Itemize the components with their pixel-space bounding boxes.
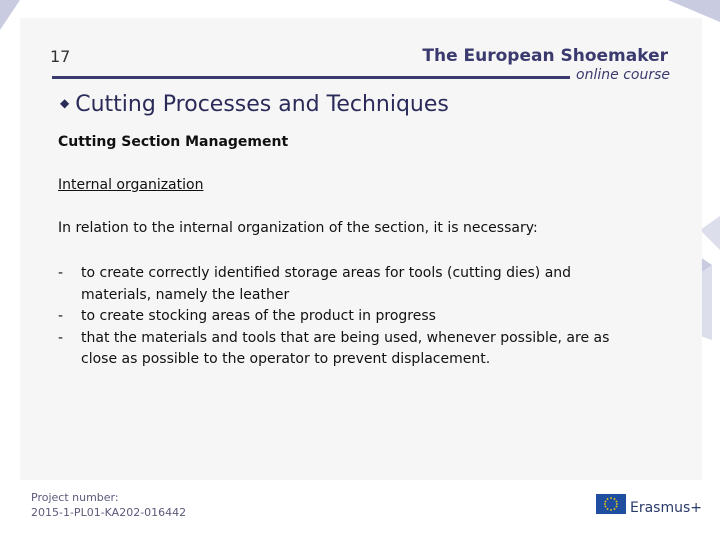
- list-item-text: to create stocking areas of the product in progress: [81, 308, 436, 324]
- slide-background: [20, 18, 702, 480]
- eu-flag-icon: [596, 494, 626, 514]
- requirements-list: [58, 263, 618, 371]
- list-item-text: that the materials and tools that are being used, whenever possible, are as close as possible to the operator to prevent displacement.: [81, 329, 610, 367]
- brand-subtitle: online course: [576, 67, 670, 83]
- intro-text: In relation to the internal organization of the section, it is necessary:: [58, 220, 538, 236]
- top-left-triangle: [0, 0, 20, 30]
- list-item-text: to create correctly identified storage areas for tools (cutting dies) and materials, namely the leather: [81, 265, 572, 303]
- page-number: 17: [50, 47, 71, 66]
- slide-title: [60, 92, 449, 117]
- list-item: [58, 306, 618, 328]
- right-triangle-small: [700, 216, 720, 250]
- list-marker: -: [58, 265, 64, 281]
- list-marker: -: [58, 329, 64, 346]
- section-heading: Cutting Section Management: [58, 134, 289, 150]
- slide-title-text: Cutting Processes and Techniques: [75, 92, 449, 117]
- brand-title: The European Shoemaker: [422, 46, 668, 66]
- erasmus-logo-text: Erasmus+: [630, 500, 703, 516]
- list-item: [58, 328, 618, 371]
- list-marker: -: [58, 308, 64, 324]
- header-divider: [52, 76, 570, 79]
- project-label: Project number:: [31, 491, 119, 504]
- list-item: [58, 263, 618, 306]
- project-number: 2015-1-PL01-KA202-016442: [31, 506, 187, 519]
- diamond-bullet-icon: ◆: [60, 96, 70, 110]
- subheading: Internal organization: [58, 177, 204, 193]
